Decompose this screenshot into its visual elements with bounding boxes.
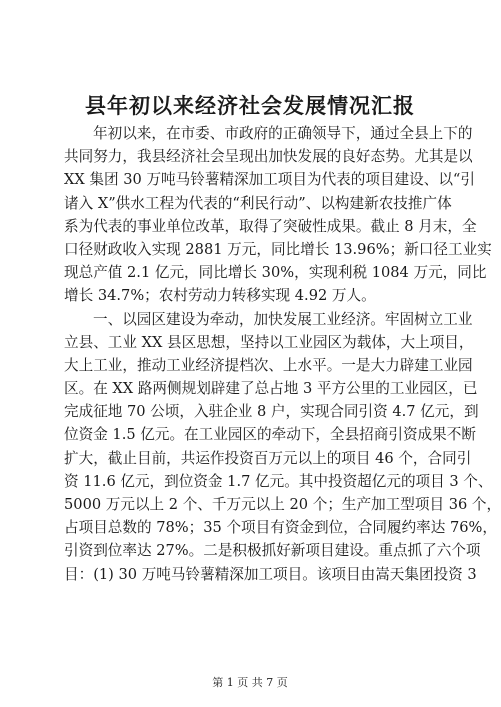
- body-line: 诸入 X”供水工程为代表的“利民行动”、以构建新农技推广体: [64, 194, 452, 212]
- page-footer: 第 1 页 共 7 页: [212, 676, 288, 689]
- body-line: 目：(1) 30 万吨马铃薯精深加工项目。该项目由嵩天集团投资 3: [64, 565, 477, 583]
- body-line: 大上工业，推动工业经济提档次、上水平。一是大力辟建工业园: [64, 356, 473, 374]
- document-title: 县年初以来经济社会发展情况汇报: [85, 93, 415, 118]
- body-line: 5000 万元以上 2 个、千万元以上 20 个；生产加工型项目 36 个，: [64, 496, 501, 513]
- body-line: 口径财政收入实现 2881 万元，同比增长 13.96%；新口径工业实: [64, 240, 492, 258]
- body-line: 增长 34.7%；农村劳动力转移实现 4.92 万人。: [64, 287, 376, 305]
- body-line: 引资到位率达 27%。二是积极抓好新项目建设。重点抓了六个项: [64, 542, 481, 560]
- body-line: 位资金 1.5 亿元。在工业园区的牵动下，全县招商引资成果不断: [64, 426, 476, 444]
- body-line: 现总产值 2.1 亿元，同比增长 30%，实现利税 1084 万元，同比: [64, 264, 487, 282]
- body-line: 系为代表的事业单位改革，取得了突破性成果。截止 8 月末，全: [64, 217, 477, 235]
- body-line: 完成征地 70 公顷，入驻企业 8 户，实现合同引资 4.7 亿元，到: [64, 403, 479, 421]
- document-body: [64, 122, 501, 586]
- body-line: 一、以园区建设为牵动，加快发展工业经济。牢固树立工业: [93, 310, 473, 328]
- body-line: 年初以来，在市委、市政府的正确领导下，通过全县上下的: [93, 125, 473, 142]
- body-line: 资 11.6 亿元，到位资金 1.7 亿元。其中投资超亿元的项目 3 个、: [64, 472, 493, 490]
- body-line: 立县、工业 XX 县区思想，坚持以工业园区为载体，大上项目，: [64, 333, 474, 351]
- body-line: 共同努力，我县经济社会呈现出加快发展的良好态势。尤其是以: [64, 148, 473, 166]
- body-line: 区。在 XX 路两侧规划辟建了总占地 3 平方公里的工业园区，已: [64, 380, 478, 398]
- body-line: XX 集团 30 万吨马铃薯精深加工项目为代表的项目建设、以“引: [64, 171, 475, 189]
- body-line: 占项目总数的 78%；35 个项目有资金到位，合同履约率达 76%，: [64, 519, 498, 537]
- body-line: 扩大，截止目前，共运作投资百万元以上的项目 46 个，合同引: [64, 449, 472, 467]
